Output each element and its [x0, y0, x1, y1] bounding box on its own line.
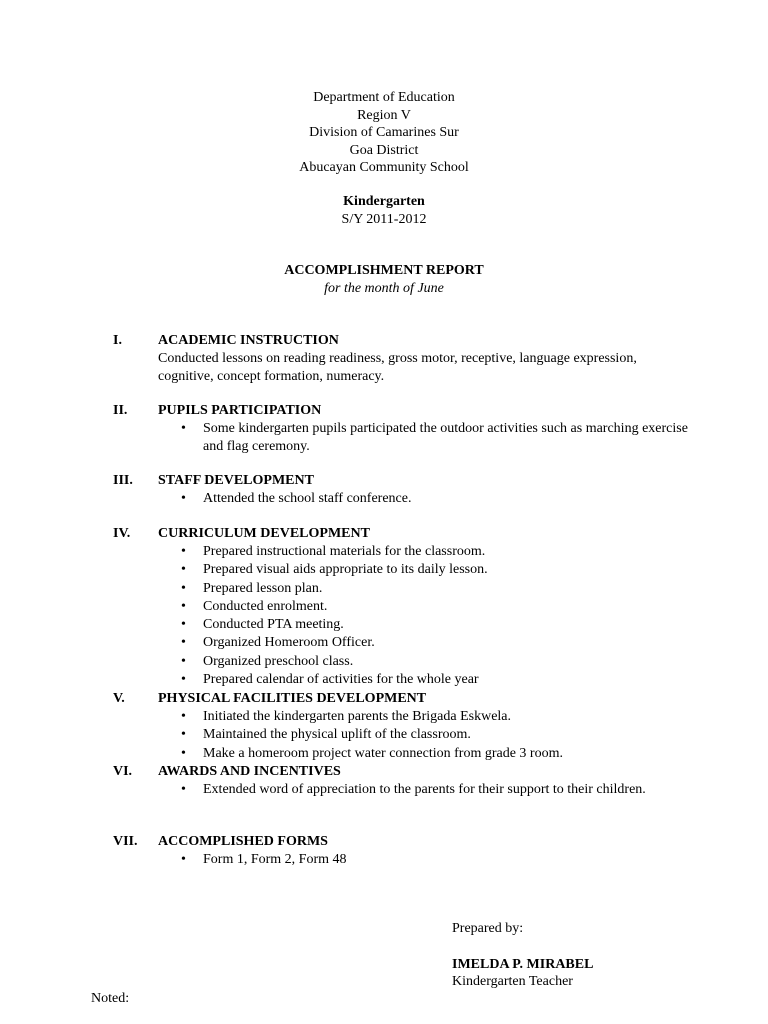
section-number: VI.: [113, 764, 133, 779]
prepared-by-label: Prepared by:: [452, 921, 524, 936]
bullet-icon: •: [181, 562, 186, 578]
section-number: I.: [113, 333, 122, 348]
section-heading: ACADEMIC INSTRUCTION: [158, 333, 339, 348]
list-item-text: Initiated the kindergarten parents the Brigada Eskwela.: [203, 709, 512, 724]
section-number: IV.: [113, 526, 131, 541]
bullet-icon: •: [181, 635, 186, 651]
section-heading: AWARDS AND INCENTIVES: [158, 764, 341, 779]
preparer-position: Kindergarten Teacher: [452, 974, 573, 989]
class-info: [0, 193, 768, 229]
list-item: [181, 851, 693, 869]
section-curriculum-development: [113, 525, 693, 689]
bullet-list: [113, 708, 693, 763]
bullet-icon: •: [181, 852, 186, 867]
section-heading: PHYSICAL FACILITIES DEVELOPMENT: [158, 691, 427, 706]
list-item: [181, 781, 693, 799]
bullet-icon: •: [181, 421, 186, 436]
list-item-text: Attended the school staff conference.: [203, 491, 412, 506]
section-heading: STAFF DEVELOPMENT: [158, 473, 314, 488]
bullet-icon: •: [181, 491, 186, 506]
letterhead: [0, 89, 768, 177]
section-heading: PUPILS PARTICIPATION: [158, 403, 322, 418]
list-item: [181, 598, 693, 616]
bullet-icon: •: [181, 653, 186, 669]
list-item-text: Maintained the physical uplift of the classroom.: [203, 727, 471, 743]
school-year: S/Y 2011-2012: [341, 212, 427, 227]
bullet-list: [113, 420, 693, 456]
report-subtitle: for the month of June: [324, 281, 444, 296]
list-item: [181, 708, 693, 726]
section-number: V.: [113, 691, 125, 706]
section-awards-incentives: [113, 763, 693, 799]
section-number: III.: [113, 473, 133, 488]
list-item: [181, 580, 693, 598]
list-item-text: Form 1, Form 2, Form 48: [203, 852, 347, 867]
list-item-text: Prepared instructional materials for the classroom.: [203, 544, 486, 559]
section-staff-development: [113, 472, 693, 508]
section-number: II.: [113, 403, 128, 418]
bullet-icon: •: [181, 598, 186, 614]
noted-label: Noted:: [91, 991, 130, 1006]
list-item-text: Make a homeroom project water connection from grade 3 room.: [203, 745, 563, 761]
list-item-text: Conducted PTA meeting.: [203, 617, 344, 633]
preparer-name: IMELDA P. MIRABEL: [452, 957, 594, 972]
list-item-text: Organized Homeroom Officer.: [203, 635, 375, 651]
bullet-icon: •: [181, 672, 186, 688]
section-number: VII.: [113, 834, 138, 849]
list-item: [181, 726, 693, 744]
list-item: [181, 490, 693, 508]
bullet-list: [113, 543, 693, 689]
bullet-icon: •: [181, 617, 186, 633]
list-item: [181, 561, 693, 579]
bullet-list: [113, 781, 693, 799]
list-item: [181, 745, 693, 763]
section-physical-facilities: [113, 690, 693, 763]
bullet-icon: •: [181, 709, 186, 724]
bullet-icon: •: [181, 745, 186, 761]
level-label: Kindergarten: [343, 194, 425, 209]
bullet-icon: •: [181, 544, 186, 559]
section-accomplished-forms: [113, 833, 693, 869]
list-item: [181, 634, 693, 652]
list-item: [181, 616, 693, 634]
list-item-text: Prepared lesson plan.: [203, 580, 323, 596]
bullet-icon: •: [181, 782, 186, 797]
department-line: Department of Education: [313, 90, 455, 105]
list-item: [181, 543, 693, 561]
section-pupils-participation: [113, 402, 693, 456]
list-item: [181, 420, 693, 456]
report-title: ACCOMPLISHMENT REPORT: [284, 263, 484, 278]
district-line: Goa District: [349, 142, 419, 158]
section-paragraph: Conducted lessons on reading readiness, gross motor, receptive, language expression, cognitive, concept formation, numeracy.: [158, 351, 637, 384]
division-line: Division of Camarines Sur: [309, 125, 459, 140]
list-item-text: Extended word of appreciation to the parents for their support to their children.: [203, 782, 646, 797]
section-academic-instruction: [113, 332, 693, 386]
bullet-list: [113, 490, 693, 508]
list-item-text: Prepared visual aids appropriate to its daily lesson.: [203, 562, 488, 578]
list-item: [181, 653, 693, 671]
list-item-text: Prepared calendar of activities for the whole year: [203, 672, 479, 688]
list-item-text: Conducted enrolment.: [203, 598, 328, 614]
section-heading: ACCOMPLISHED FORMS: [158, 834, 328, 849]
list-item-text: Organized preschool class.: [203, 653, 354, 669]
school-line: Abucayan Community School: [299, 160, 469, 175]
bullet-icon: •: [181, 580, 186, 596]
list-item-text: Some kindergarten pupils participated the outdoor activities such as marching exercise and flag ceremony.: [203, 421, 688, 454]
section-heading: CURRICULUM DEVELOPMENT: [158, 526, 370, 541]
bullet-list: [113, 851, 693, 869]
report-title-block: [0, 262, 768, 298]
list-item: [181, 671, 693, 689]
region-line: Region V: [357, 107, 411, 123]
bullet-icon: •: [181, 727, 186, 743]
